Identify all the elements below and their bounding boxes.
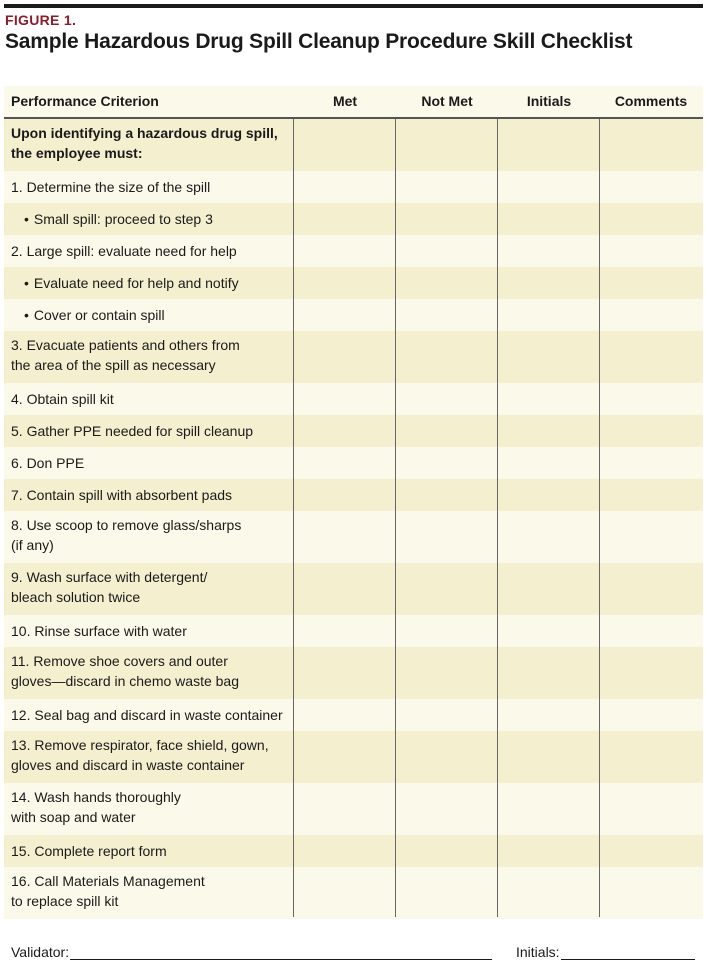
criterion-text: 9. Wash surface with detergent/ bleach solution twice <box>11 569 208 605</box>
column-divider <box>497 119 498 917</box>
criterion-text: 8. Use scoop to remove glass/sharps (if any) <box>11 517 242 553</box>
initials-label: Initials: <box>516 944 560 960</box>
criterion-text: • Evaluate need for help and notify <box>24 273 304 293</box>
criterion-text: 6. Don PPE <box>11 455 85 471</box>
criterion-text: Upon identifying a hazardous drug spill, the employee must: <box>11 125 278 161</box>
criterion-text: 13. Remove respirator, face shield, gown, gloves and discard in waste container <box>11 737 269 773</box>
header-not-met: Not Met <box>421 93 473 109</box>
criterion-text: 4. Obtain spill kit <box>11 391 114 407</box>
validator-signature-line[interactable] <box>70 959 492 960</box>
criterion-text: 7. Contain spill with absorbent pads <box>11 487 233 503</box>
header-performance-criterion: Performance Criterion <box>11 93 159 109</box>
checklist-table <box>4 86 703 917</box>
criterion-text: 2. Large spill: evaluate need for help <box>11 243 237 259</box>
column-divider <box>395 119 396 917</box>
column-divider <box>293 119 294 917</box>
criterion-text: 12. Seal bag and discard in waste container <box>11 707 283 723</box>
header-initials: Initials <box>526 93 572 109</box>
figure-title: Sample Hazardous Drug Spill Cleanup Procedure Skill Checklist <box>5 30 633 53</box>
figure-label: FIGURE 1. <box>5 12 77 28</box>
header-met: Met <box>332 93 358 109</box>
table-header <box>4 86 703 119</box>
criterion-text: 16. Call Materials Management to replace spill kit <box>11 873 205 909</box>
criterion-text: 5. Gather PPE needed for spill cleanup <box>11 423 254 439</box>
criterion-text: 15. Complete report form <box>11 843 167 859</box>
validator-label: Validator: <box>11 944 70 960</box>
initials-signature-line[interactable] <box>561 959 695 960</box>
criterion-text: 14. Wash hands thoroughly with soap and water <box>11 789 181 825</box>
criterion-text: 11. Remove shoe covers and outer gloves—discard in chemo waste bag <box>11 653 240 689</box>
criterion-text: 3. Evacuate patients and others from the area of the spill as necessary <box>11 337 240 373</box>
header-comments: Comments <box>614 93 688 109</box>
criterion-text: • Small spill: proceed to step 3 <box>24 209 304 229</box>
criterion-text: 10. Rinse surface with water <box>11 623 187 639</box>
criterion-text: • Cover or contain spill <box>24 305 304 325</box>
column-divider <box>599 119 600 917</box>
criterion-text: 1. Determine the size of the spill <box>11 179 211 195</box>
top-rule <box>4 4 703 8</box>
